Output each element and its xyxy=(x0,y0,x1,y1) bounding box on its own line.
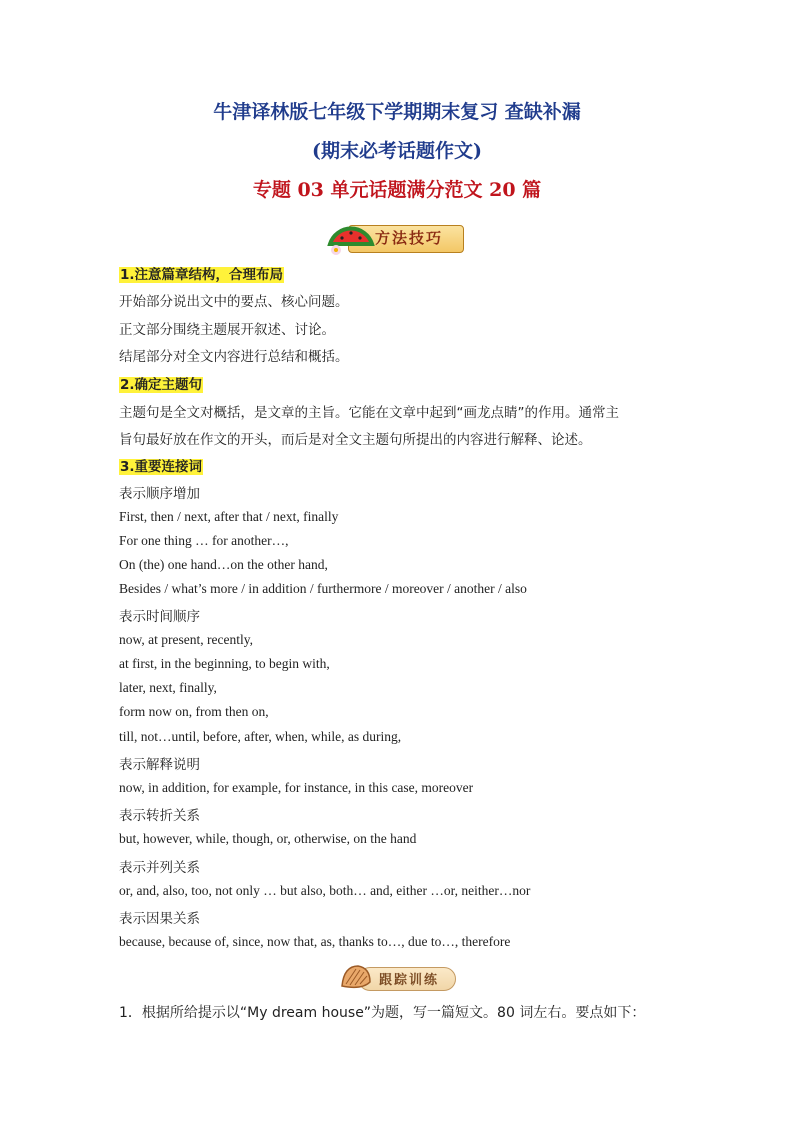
section-1-line-1: 开始部分说出文中的要点、核心问题。 xyxy=(119,294,349,310)
section-2-line-1: 主题句是全文对概括，是文章的主旨。它能在文章中起到“画龙点睛”的作用。通常主 xyxy=(119,405,619,421)
title-line-3: 专题 03 单元话题满分范文 20 篇 xyxy=(252,179,542,201)
group-label: 表示转折关系 xyxy=(119,808,200,824)
exercise-1-prompt: 1．根据所给提示以“My dream house”为题，写一篇短文。80 词左右。要点如下： xyxy=(119,1005,646,1021)
group-item: First, then / next, after that / next, finally xyxy=(119,509,339,524)
group-label: 表示解释说明 xyxy=(119,757,200,773)
group-label: 表示因果关系 xyxy=(119,911,200,927)
section-2-heading-text: 2.确定主题句 xyxy=(120,377,203,393)
group-item: at first, in the beginning, to begin with, xyxy=(119,656,330,671)
title-line-1: 牛津译林版七年级下学期期末复习 查缺补漏 xyxy=(213,101,581,123)
method-banner-label: 方法技巧 xyxy=(374,229,443,247)
group-label: 表示时间顺序 xyxy=(119,609,200,625)
section-1-line-3: 结尾部分对全文内容进行总结和概括。 xyxy=(119,349,349,365)
group-item: For one thing … for another…, xyxy=(119,533,289,548)
section-1-heading-text: 1.注意篇章结构，合理布局 xyxy=(120,267,284,283)
method-banner xyxy=(326,214,466,260)
group-item: later, next, finally, xyxy=(119,680,217,695)
practice-banner-label: 跟踪训练 xyxy=(378,973,439,988)
section-1-heading xyxy=(119,263,284,283)
section-2-heading xyxy=(119,373,203,393)
section-3-heading-text: 3.重要连接词 xyxy=(120,459,203,475)
group-item: or, and, also, too, not only … but also, both… and, either …or, neither…nor xyxy=(119,883,531,898)
title-line-2: (期末必考话题作文) xyxy=(312,140,482,162)
group-item: Besides / what’s more / in addition / furthermore / moreover / another / also xyxy=(119,581,527,596)
group-item: On (the) one hand…on the other hand, xyxy=(119,557,328,572)
group-item: now, in addition, for example, for instance, in this case, moreover xyxy=(119,780,474,795)
group-label: 表示顺序增加 xyxy=(119,486,200,502)
group-item: but, however, while, though, or, otherwise, on the hand xyxy=(119,831,417,846)
practice-banner xyxy=(338,960,458,996)
group-item: because, because of, since, now that, as, thanks to…, due to…, therefore xyxy=(119,934,511,949)
section-1-line-2: 正文部分围绕主题展开叙述、讨论。 xyxy=(119,322,335,338)
group-item: till, not…until, before, after, when, while, as during, xyxy=(119,729,402,744)
section-3-heading xyxy=(119,455,203,475)
section-2-line-2: 旨句最好放在作文的开头，而后是对全文主题句所提出的内容进行解释、论述。 xyxy=(119,432,592,448)
group-label: 表示并列关系 xyxy=(119,860,200,876)
group-item: now, at present, recently, xyxy=(119,632,253,647)
group-item: form now on, from then on, xyxy=(119,704,269,719)
